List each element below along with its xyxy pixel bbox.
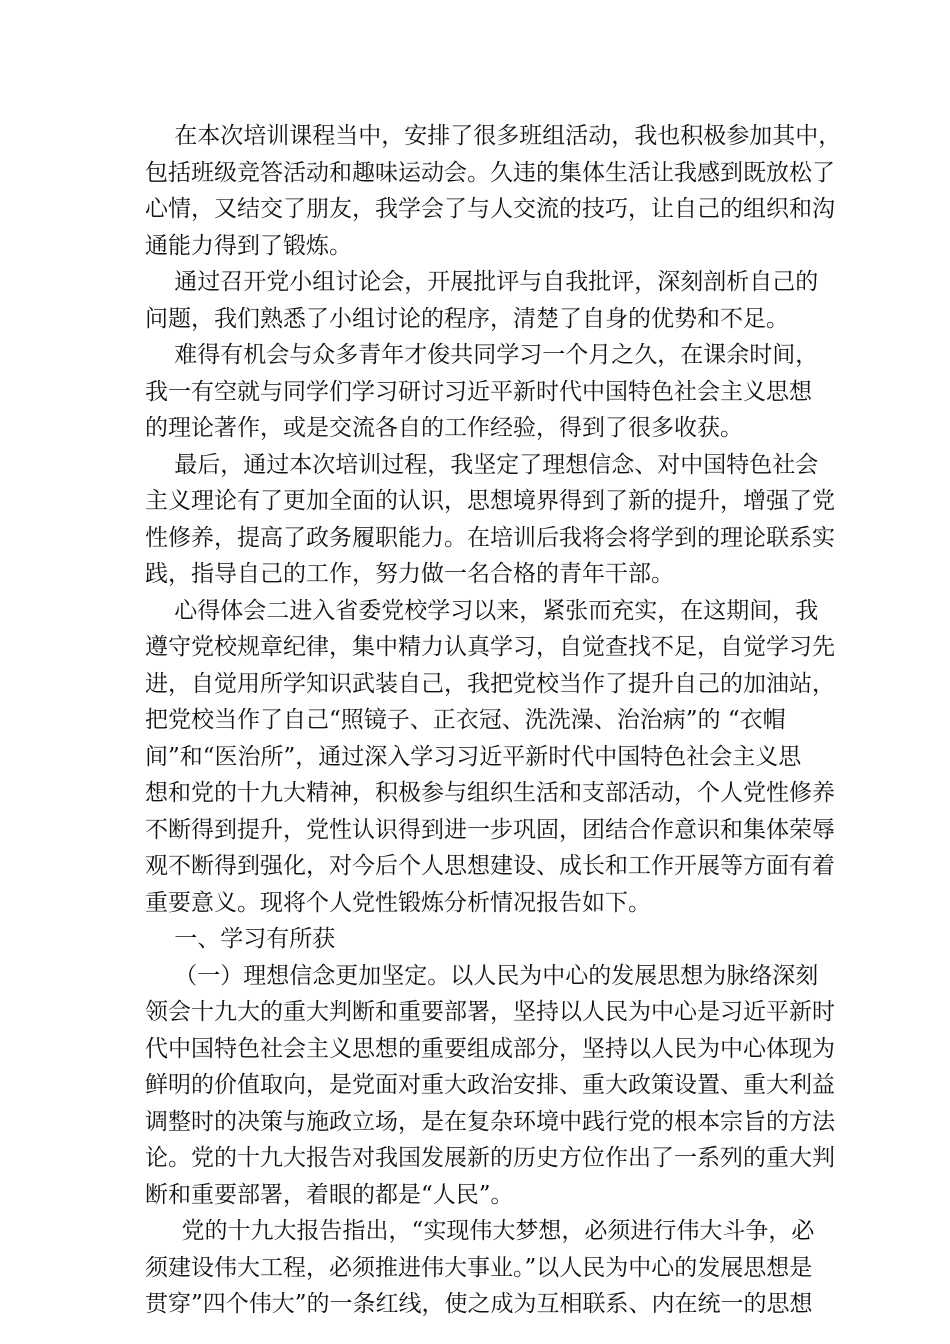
document-body	[145, 118, 842, 1323]
text-line: 遵守党校规章纪律，集中精力认真学习，自觉查找不足，自觉学习先	[145, 634, 835, 660]
text-line: 践，指导自己的工作，努力做一名合格的青年干部。	[145, 561, 674, 587]
text-line: 代中国特色社会主义思想的重要组成部分，坚持以人民为中心体现为	[145, 1035, 835, 1062]
text-line: 进，自觉用所学知识武装自己，我把党校当作了提升自己的加油站，	[145, 670, 835, 697]
text-line: 观不断得到强化，对今后个人思想建设、成长和工作开展等方面有着	[145, 853, 835, 879]
text-line: （一）理想信念更加坚定。以人民为中心的发展思想为脉络深刻	[145, 962, 819, 989]
text-line: 把党校当作了自己“照镜子、正衣冠、洗洗澡、治治病”的 “衣帽	[145, 707, 786, 733]
text-line: 断和重要部署，着眼的都是“人民”。	[145, 1181, 514, 1208]
text-line: 通能力得到了锻炼。	[145, 232, 352, 259]
text-line: 重要意义。现将个人党性锻炼分析情况报告如下。	[145, 889, 651, 916]
text-line: 鲜明的价值取向，是党面对重大政治安排、重大政策设置、重大利益	[145, 1072, 835, 1098]
text-line: 领会十九大的重大判断和重要部署，坚持以人民为中心是习近平新时	[145, 999, 835, 1025]
text-line: 在本次培训课程当中，安排了很多班组活动，我也积极参加其中，	[145, 123, 842, 149]
text-line: 的理论著作，或是交流各自的工作经验，得到了很多收获。	[145, 415, 743, 441]
text-line: 论。党的十九大报告对我国发展新的历史方位作出了一系列的重大判	[145, 1145, 835, 1171]
text-line: 通过召开党小组讨论会，开展批评与自我批评，深刻剖析自己的	[145, 269, 819, 295]
text-line: 心情，又结交了朋友，我学会了与人交流的技巧，让自己的组织和沟	[145, 196, 835, 222]
text-line: 间”和“医治所”，通过深入学习习近平新时代中国特色社会主义思	[145, 743, 802, 770]
text-line: 问题，我们熟悉了小组讨论的程序，清楚了自身的优势和不足。	[145, 305, 789, 332]
text-line: 须建设伟大工程，必须推进伟大事业。”以人民为中心的发展思想是	[145, 1254, 813, 1281]
text-line: 党的十九大报告指出，“实现伟大梦想，必须进行伟大斗争，必	[145, 1218, 815, 1244]
text-line: 一、学习有所获	[145, 926, 336, 952]
text-line: 想和党的十九大精神，积极参与组织生活和支部活动，个人党性修养	[145, 780, 835, 806]
text-line: 心得体会二进入省委党校学习以来，紧张而充实，在这期间，我	[145, 597, 819, 624]
text-line: 主义理论有了更加全面的认识，思想境界得到了新的提升，增强了党	[145, 488, 835, 514]
text-line: 调整时的决策与施政立场，是在复杂环境中践行党的根本宗旨的方法	[145, 1108, 835, 1135]
text-line: 我一有空就与同学们学习研讨习近平新时代中国特色社会主义思想	[145, 378, 812, 405]
text-line: 最后，通过本次培训过程，我坚定了理想信念、对中国特色社会	[145, 451, 819, 478]
text-line: 贯穿”四个伟大”的一条红线，使之成为互相联系、内在统一的思想	[145, 1291, 813, 1317]
text-line: 难得有机会与众多青年才俊共同学习一个月之久，在课余时间，	[145, 342, 819, 368]
text-line: 包括班级竞答活动和趣味运动会。久违的集体生活让我感到既放松了	[145, 159, 835, 186]
text-line: 性修养，提高了政务履职能力。在培训后我将会将学到的理论联系实	[145, 524, 835, 551]
text-line: 不断得到提升，党性认识得到进一步巩固，团结合作意识和集体荣辱	[145, 816, 835, 843]
